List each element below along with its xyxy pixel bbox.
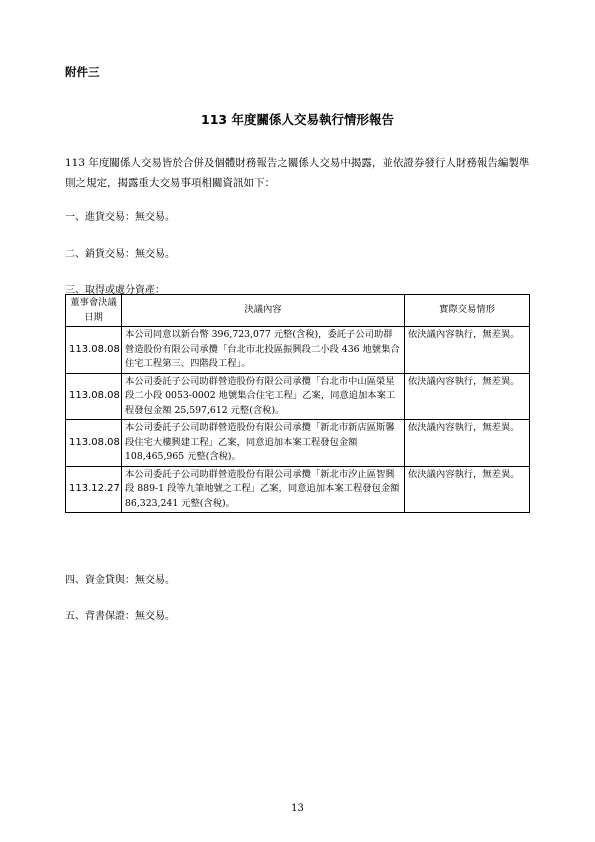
row-status: 依決議內容執行，無差異。 [405,466,530,513]
item-sales: 二、銷貨交易：無交易。 [65,249,175,260]
annex-label: 附件三 [65,65,100,79]
row-status: 依決議內容執行，無差異。 [405,373,530,420]
row-date: 113.08.08 [66,327,122,374]
row-content: 本公司委託子公司助群營造股份有限公司承攬「台北市中山區榮星段二小段 0053-0002 地號集合住宅工程」乙案，同意追加本案工程發包金額 25,597,612 元整(含稅)。 [122,373,405,420]
intro-paragraph: 113 年度關係人交易皆於合併及個體財務報告之關係人交易中揭露，並依證券發行人財務報告編製準則之規定，揭露重大交易事項相關資訊如下： [65,157,530,189]
row-date: 113.08.08 [66,373,122,420]
row-status: 依決議內容執行，無差異。 [405,327,530,374]
row-content: 本公司委託子公司助群營造股份有限公司承攬「新北市新店區斯馨段住宅大樓興建工程」乙案，同意追加本案工程發包金額 108,465,965 元整(含稅)。 [122,420,405,467]
table-row [66,327,530,374]
row-status: 依決議內容執行，無差異。 [405,420,530,467]
table-header-row [66,295,530,327]
report-title: 113 年度關係人交易執行情形報告 [201,112,394,127]
table-row [66,373,530,420]
row-date: 113.08.08 [66,420,122,467]
row-date: 113.12.27 [66,466,122,513]
table-row [66,466,530,513]
page-number: 13 [291,803,304,814]
row-content: 本公司委託子公司助群營造股份有限公司承攬「新北市汐止區智興段 889-1 段等九筆地號之工程」乙案，同意追加本案工程發包金額 86,323,241 元整(含稅)。 [122,466,405,513]
table-row [66,420,530,467]
item-assets: 三、取得或處分資產： [65,285,165,296]
item-endorsement: 五、背書保證：無交易。 [65,611,175,622]
row-content: 本公司同意以新台幣 396,723,077 元整(含稅)，委託子公司助群營造股份有限公司承攬「台北市北投區振興段二小段 436 地號集合住宅工程第三、四階段工程」。 [122,327,405,374]
header-date: 董事會決議日期 [66,295,122,327]
assets-table [65,294,530,513]
item-loans: 四、資金貸與：無交易。 [65,575,175,586]
header-status: 實際交易情形 [405,295,530,327]
header-content: 決議內容 [122,295,405,327]
item-purchase: 一、進貨交易：無交易。 [65,212,175,223]
